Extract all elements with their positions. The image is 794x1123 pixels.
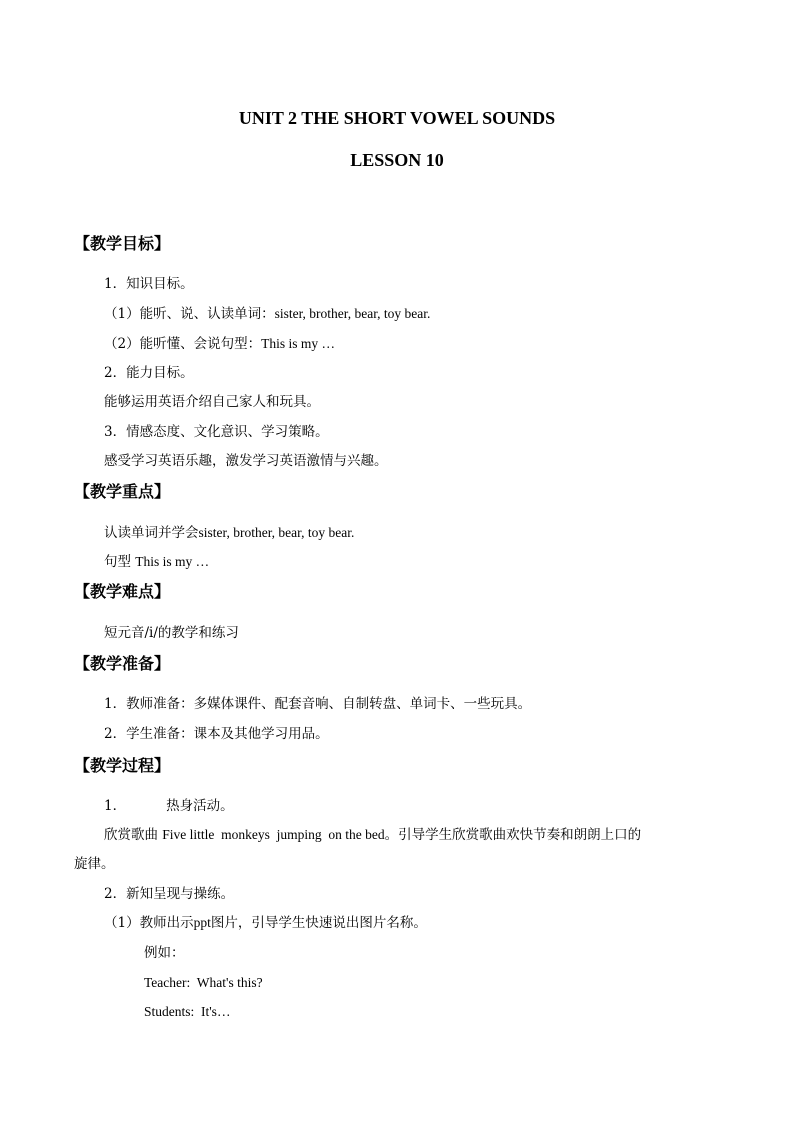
section-heading-preparation: 【教学准备】 xyxy=(74,654,171,673)
preparation-line: 1．教师准备：多媒体课件、配套音响、自制转盘、单词卡、一些玩具。 xyxy=(104,696,532,712)
lesson-subtitle: LESSON 10 xyxy=(350,150,444,170)
objective-line: （2）能听懂、会说句型：This is my … xyxy=(104,336,335,352)
preparation-line: 2．学生准备：课本及其他学习用品。 xyxy=(104,726,329,742)
process-line: 1． 热身活动。 xyxy=(104,798,234,814)
process-line: 欣赏歌曲 Five little monkeys jumping on the bed。引导学生欣赏歌曲欢快节奏和朗朗上口的 xyxy=(104,827,642,843)
objective-line: 感受学习英语乐趣，激发学习英语激情与兴趣。 xyxy=(104,453,388,469)
section-heading-process: 【教学过程】 xyxy=(74,756,171,775)
difficulty-line: 短元音/i/的教学和练习 xyxy=(104,625,239,641)
objective-line: 2．能力目标。 xyxy=(104,365,194,381)
objective-line: 1．知识目标。 xyxy=(104,276,194,292)
process-line: （1）教师出示ppt图片，引导学生快速说出图片名称。 xyxy=(104,915,427,931)
objective-line: 3．情感态度、文化意识、学习策略。 xyxy=(104,424,329,440)
process-line: 旋律。 xyxy=(74,856,115,872)
section-heading-key-points: 【教学重点】 xyxy=(74,482,171,501)
objective-line: 能够运用英语介绍自己家人和玩具。 xyxy=(104,394,320,410)
process-line: 2．新知呈现与操练。 xyxy=(104,886,235,902)
process-line: 例如： xyxy=(144,945,185,961)
key-point-line: 认读单词并学会sister, brother, bear, toy bear. xyxy=(104,525,355,541)
section-heading-difficulty: 【教学难点】 xyxy=(74,582,171,601)
objective-line: （1）能听、说、认读单词：sister, brother, bear, toy bear. xyxy=(104,306,431,322)
section-heading-objectives: 【教学目标】 xyxy=(74,234,171,253)
dialogue-line: Students: It's… xyxy=(144,1004,231,1019)
document-title: UNIT 2 THE SHORT VOWEL SOUNDS xyxy=(238,108,556,128)
dialogue-line: Teacher: What's this? xyxy=(144,975,263,990)
key-point-line: 句型 This is my … xyxy=(104,554,210,570)
